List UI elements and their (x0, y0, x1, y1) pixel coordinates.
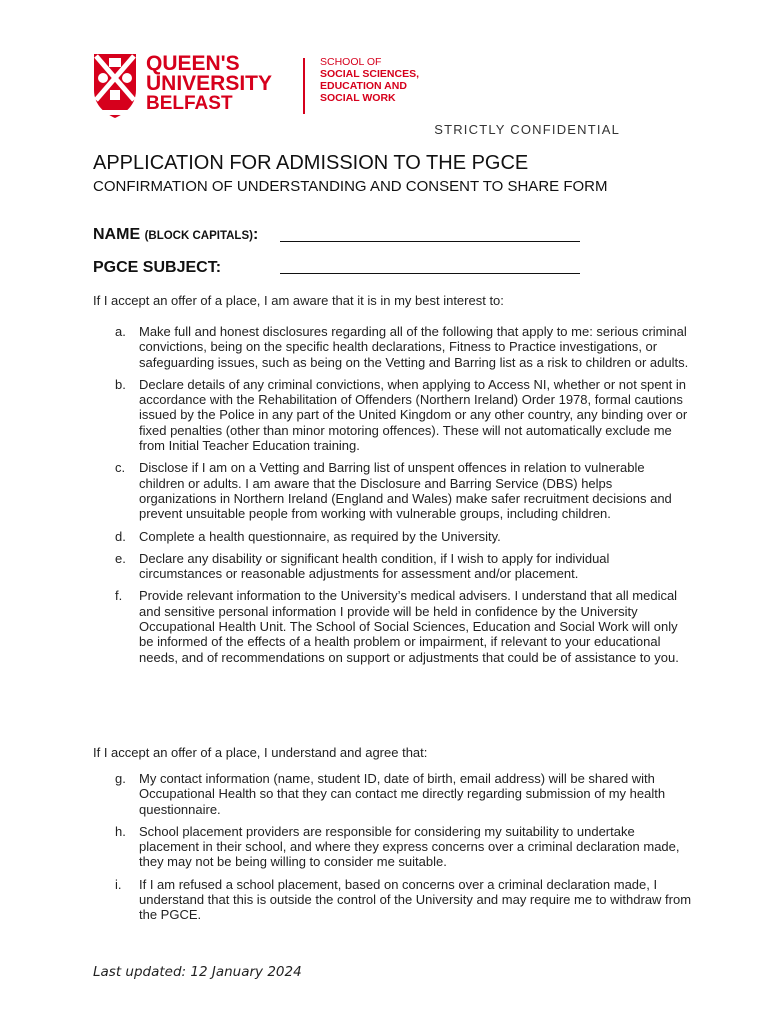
list-marker: b. (115, 376, 126, 392)
list-item-text: My contact information (name, student ID, date of birth, email address) will be shared with Occupational Health so that they can contact me directly regarding submission of my health questionnaire. (139, 771, 666, 817)
list-marker: g. (115, 771, 126, 786)
list-marker: a. (115, 324, 126, 339)
intro-paragraph: If I accept an offer of a place, I am aware that it is in my best interest to: (93, 293, 504, 308)
subject-label: PGCE SUBJECT: (93, 259, 222, 276)
university-name-line: UNIVERSITY (146, 72, 273, 95)
university-name (146, 54, 272, 114)
list-item-text: Make full and honest disclosures regarding all of the following that apply to me: serious criminal convictions, being on the specific health declarations, Fitness to Practice investigations, or safeguarding issues, such as being on the Vetting and Barring list as a risk to children or adults. (139, 324, 689, 370)
list-item-text: Declare any disability or significant health condition, if I wish to apply for individual circumstances or reasonable adjustments for assessment and/or placement. (139, 550, 610, 582)
list-item (93, 529, 693, 544)
list-item (93, 551, 693, 582)
agreement-list (93, 771, 693, 930)
list-item (93, 771, 693, 817)
school-name-line: SOCIAL SCIENCES, (320, 68, 419, 80)
university-logo (92, 52, 422, 124)
school-name-line: SCHOOL OF (320, 56, 382, 68)
list-item (93, 588, 693, 664)
list-marker: d. (115, 528, 126, 544)
document-title: APPLICATION FOR ADMISSION TO THE PGCE (93, 152, 529, 174)
list-item-text: Provide relevant information to the University’s medical advisers. I understand that all medical and sensitive personal information I provide will be held in confidence by the University Occupational Health Unit. The School of Social Sciences, Education and Social Work will only be informed of the effects of a health problem or impairment, if relevant to your educational needs, and of recommendations on support or adjustments that could be of assistance to you. (139, 588, 679, 665)
list-marker: c. (115, 460, 126, 476)
list-item-text: Complete a health questionnaire, as required by the University. (139, 528, 501, 544)
list-marker: h. (115, 823, 126, 839)
name-colon: : (252, 226, 259, 243)
agreement-paragraph: If I accept an offer of a place, I understand and agree that: (93, 745, 428, 760)
list-item (93, 324, 693, 370)
list-marker: i. (115, 876, 122, 892)
obligations-list (93, 324, 693, 672)
list-item (93, 460, 693, 521)
logo-divider (303, 58, 305, 114)
list-item (93, 877, 693, 923)
name-hint: (BLOCK CAPITALS) (144, 230, 253, 242)
name-field-label (93, 226, 258, 244)
name-input-line[interactable] (280, 241, 580, 242)
list-item (93, 824, 693, 870)
list-item-text: School placement providers are responsible for considering my suitability to undertake placement in their school, and where they express concerns over a criminal declaration made, they may not be being willing to consider me suitable. (139, 823, 680, 870)
list-item-text: Disclose if I am on a Vetting and Barring list of unspent offences in relation to vulnerable children or adults. I am aware that the Disclosure and Barring Service (DBS) helps organizations in Northern Ireland (England and Wales) make safer recruitment decisions and prevent unsuitable people from working with vulnerable groups, including children. (139, 460, 672, 522)
confidential-label: STRICTLY CONFIDENTIAL (434, 122, 620, 137)
list-item-text: If I am refused a school placement, based on concerns over a criminal declaration made, I understand that this is outside the control of the University and may require me to withdraw from the PGCE. (139, 876, 692, 923)
list-item-text: Declare details of any criminal convictions, when applying to Access NI, whether or not spent in accordance with the Rehabilitation of Offenders (Northern Ireland) Order 1978, formal cautions issued by the Police in any part of the United Kingdom or any other country, any binding over or fixed penalties (other than minor motoring offences). These will not automatically exclude me from Initial Teacher Education training. (139, 376, 688, 454)
school-name-line: SOCIAL WORK (320, 92, 396, 104)
last-updated-footer: Last updated: 12 January 2024 (93, 964, 302, 980)
university-name-line: BELFAST (146, 93, 233, 114)
subject-input-line[interactable] (280, 273, 580, 274)
list-marker: e. (115, 550, 126, 566)
crest-icon (92, 52, 138, 120)
school-name-line: EDUCATION AND (320, 80, 407, 92)
list-marker: f. (115, 588, 123, 604)
list-item (93, 377, 693, 453)
school-name (320, 56, 419, 104)
document-subtitle: CONFIRMATION OF UNDERSTANDING AND CONSENT TO SHARE FORM (93, 178, 608, 195)
name-label: NAME (93, 226, 141, 243)
university-name-line: QUEEN'S (146, 52, 240, 75)
